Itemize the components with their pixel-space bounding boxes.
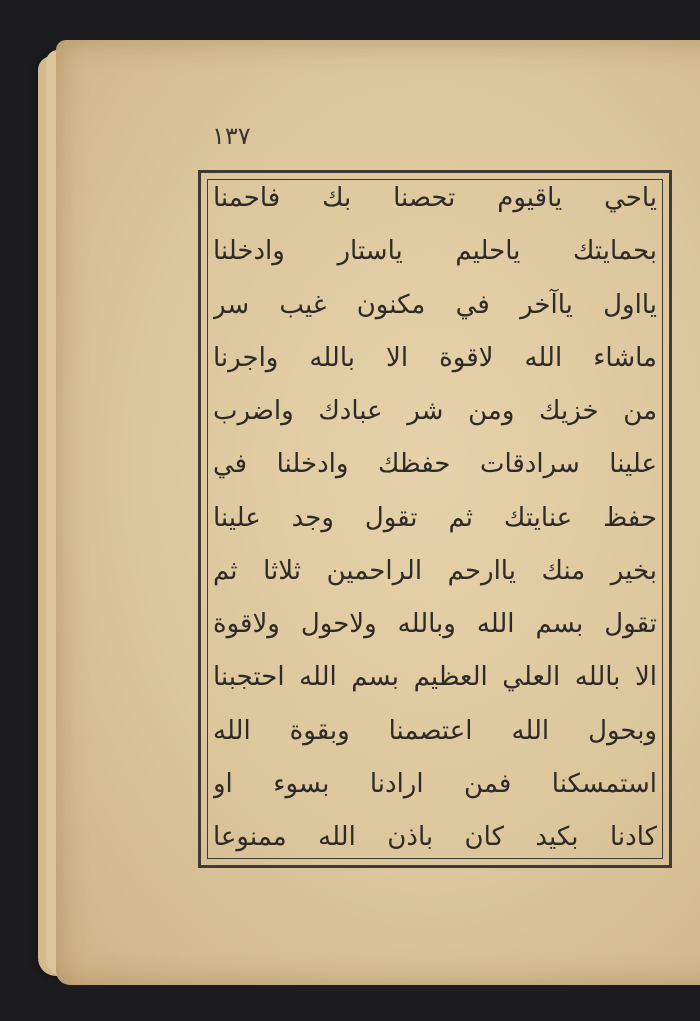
text-line: بحمايتك ياحليم ياستار وادخلنا [213, 236, 657, 267]
text-line: حفظ عنايتك ثم تقول وجد علينا [213, 502, 657, 533]
text-line: بخير منك ياارحم الراحمين ثلاثا ثم [213, 555, 657, 586]
text-line: علينا سرادقات حفظك وادخلنا في [213, 449, 657, 480]
text-line: يااول ياآخر في مكنون غيب سر [213, 289, 657, 320]
page-number: ١٣٧ [212, 122, 251, 150]
text-block [213, 179, 657, 857]
text-line: ياحي ياقيوم تحصنا بك فاحمنا [213, 183, 657, 213]
text-frame [198, 170, 672, 868]
text-line: استمسكنا فمن ارادنا بسوء او [213, 768, 657, 799]
text-line: الا بالله العلي العظيم بسم الله احتجبنا [213, 662, 657, 693]
text-line: وبحول الله اعتصمنا وبقوة الله [213, 715, 657, 746]
text-line: تقول بسم الله وبالله ولاحول ولاقوة [213, 609, 657, 639]
text-line: كادنا بكيد كان باذن الله ممنوعا [213, 822, 657, 852]
text-line: من خزيك ومن شر عبادك واضرب [213, 396, 657, 426]
text-line: ماشاء الله لاقوة الا بالله واجرنا [213, 342, 657, 373]
